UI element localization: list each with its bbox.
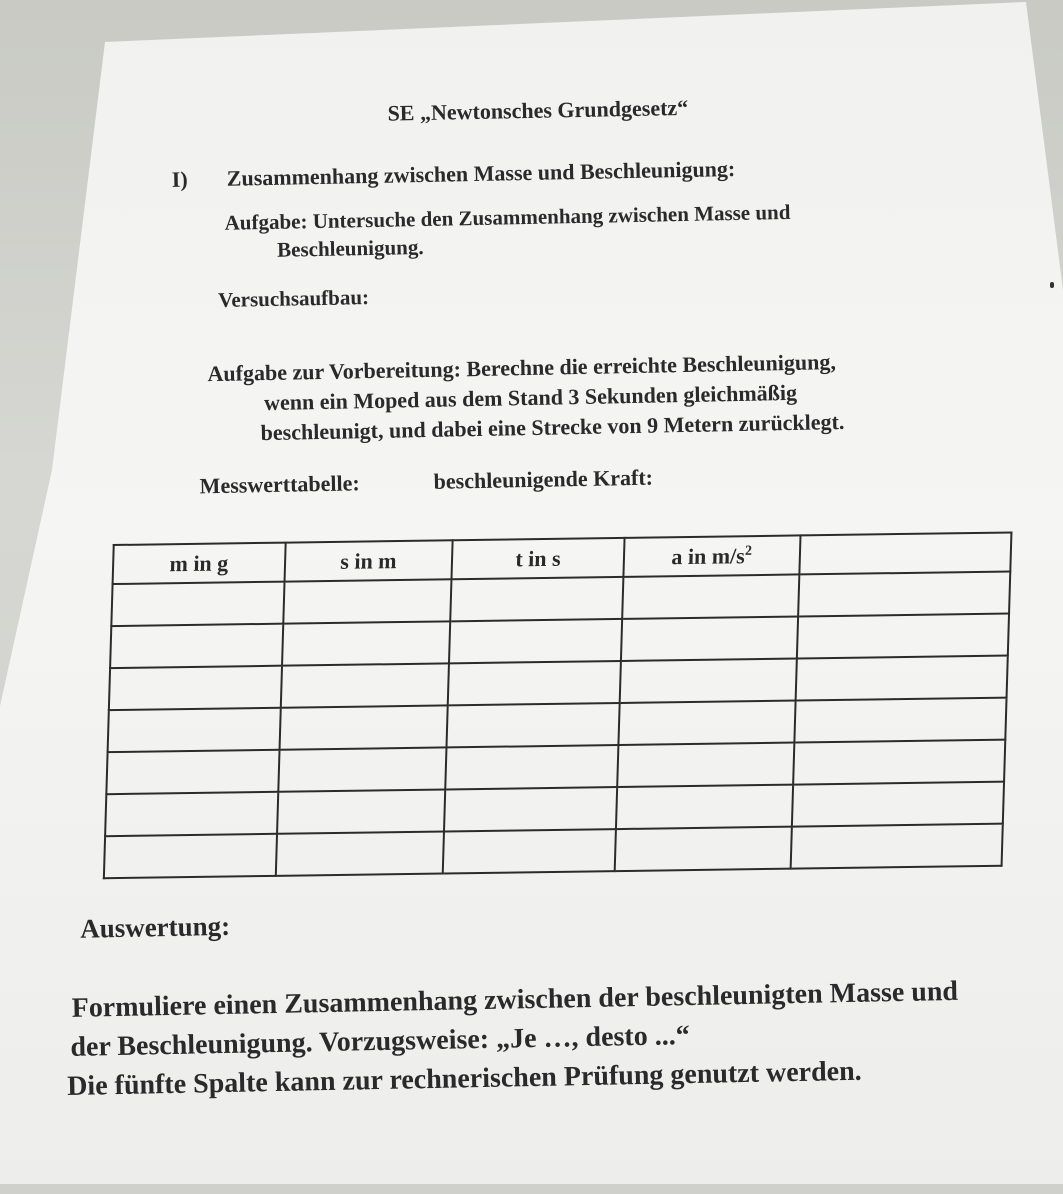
header-mass: m in g xyxy=(113,543,286,584)
table-body xyxy=(104,571,1010,878)
table-cell xyxy=(443,829,616,873)
table-cell xyxy=(278,747,447,791)
table-cell xyxy=(108,708,281,752)
measurement-table-label: Messwerttabelle: xyxy=(199,470,360,499)
table-cell xyxy=(280,663,449,707)
preparation-line-1: Aufgabe zur Vorbereitung: Berechne die erreichte Beschleunigung, xyxy=(207,349,837,387)
table-cell xyxy=(621,616,798,660)
table-cell xyxy=(450,577,623,621)
measurement-table xyxy=(103,531,1013,879)
table-cell xyxy=(106,750,279,794)
table-cell xyxy=(791,782,1004,827)
evaluation-line-1: Formuliere einen Zusammenhang zwischen der beschleunigten Masse und xyxy=(71,975,959,1024)
table-cell xyxy=(616,785,793,829)
table-cell xyxy=(794,698,1007,743)
table-cell xyxy=(796,614,1009,659)
document-title: SE „Newtonsches Grundgesetz“ xyxy=(387,94,689,126)
setup-label: Versuchsaufbau: xyxy=(217,285,370,312)
evaluation-line-2: der Beschleunigung. Vorzugsweise: „Je …, desto ...“ xyxy=(70,1020,690,1063)
table-cell xyxy=(795,656,1008,701)
table-cell xyxy=(445,745,618,789)
table-cell xyxy=(104,834,277,878)
table-cell xyxy=(798,571,1011,616)
table-cell xyxy=(620,659,797,703)
task-text-line-2: Beschleunigung. xyxy=(276,234,424,262)
table-cell xyxy=(622,574,799,618)
table-cell xyxy=(447,703,620,747)
table-cell xyxy=(277,789,446,833)
evaluation-heading: Auswertung: xyxy=(79,910,231,944)
header-time: t in s xyxy=(452,538,625,579)
preparation-line-2: wenn ein Moped aus dem Stand 3 Sekunden gleichmäßig xyxy=(263,379,798,416)
table-cell xyxy=(449,619,622,663)
header-fifth-column xyxy=(799,532,1012,574)
table-cell xyxy=(793,740,1006,785)
preparation-line-3: beschleunigt, und dabei eine Strecke von 9 Metern zurücklegt. xyxy=(260,408,845,446)
table-cell xyxy=(109,666,282,710)
section-number: I) xyxy=(171,166,188,192)
table-cell xyxy=(615,827,792,871)
table-cell xyxy=(444,787,617,831)
section-title: Zusammenhang zwischen Masse und Beschleunigung: xyxy=(226,156,736,191)
task-text-line-1: Aufgabe: Untersuche den Zusammenhang zwischen Masse und xyxy=(224,199,791,235)
table-cell xyxy=(111,582,284,626)
table-cell xyxy=(283,579,452,623)
header-acceleration: a in $m/s^2$ xyxy=(623,535,800,576)
evaluation-line-3: Die fünfte Spalte kann zur rechnerischen Prüfung genutzt werden. xyxy=(66,1055,862,1102)
table-cell xyxy=(448,661,621,705)
header-distance: s in m xyxy=(284,540,453,581)
force-label: beschleunigende Kraft: xyxy=(433,464,654,494)
table-cell xyxy=(617,743,794,787)
table-cell xyxy=(275,831,444,875)
table-cell xyxy=(105,792,278,836)
table-cell xyxy=(279,705,448,749)
table-cell xyxy=(618,701,795,745)
table-cell xyxy=(282,621,451,665)
table-cell xyxy=(790,824,1003,869)
table-cell xyxy=(110,624,283,668)
